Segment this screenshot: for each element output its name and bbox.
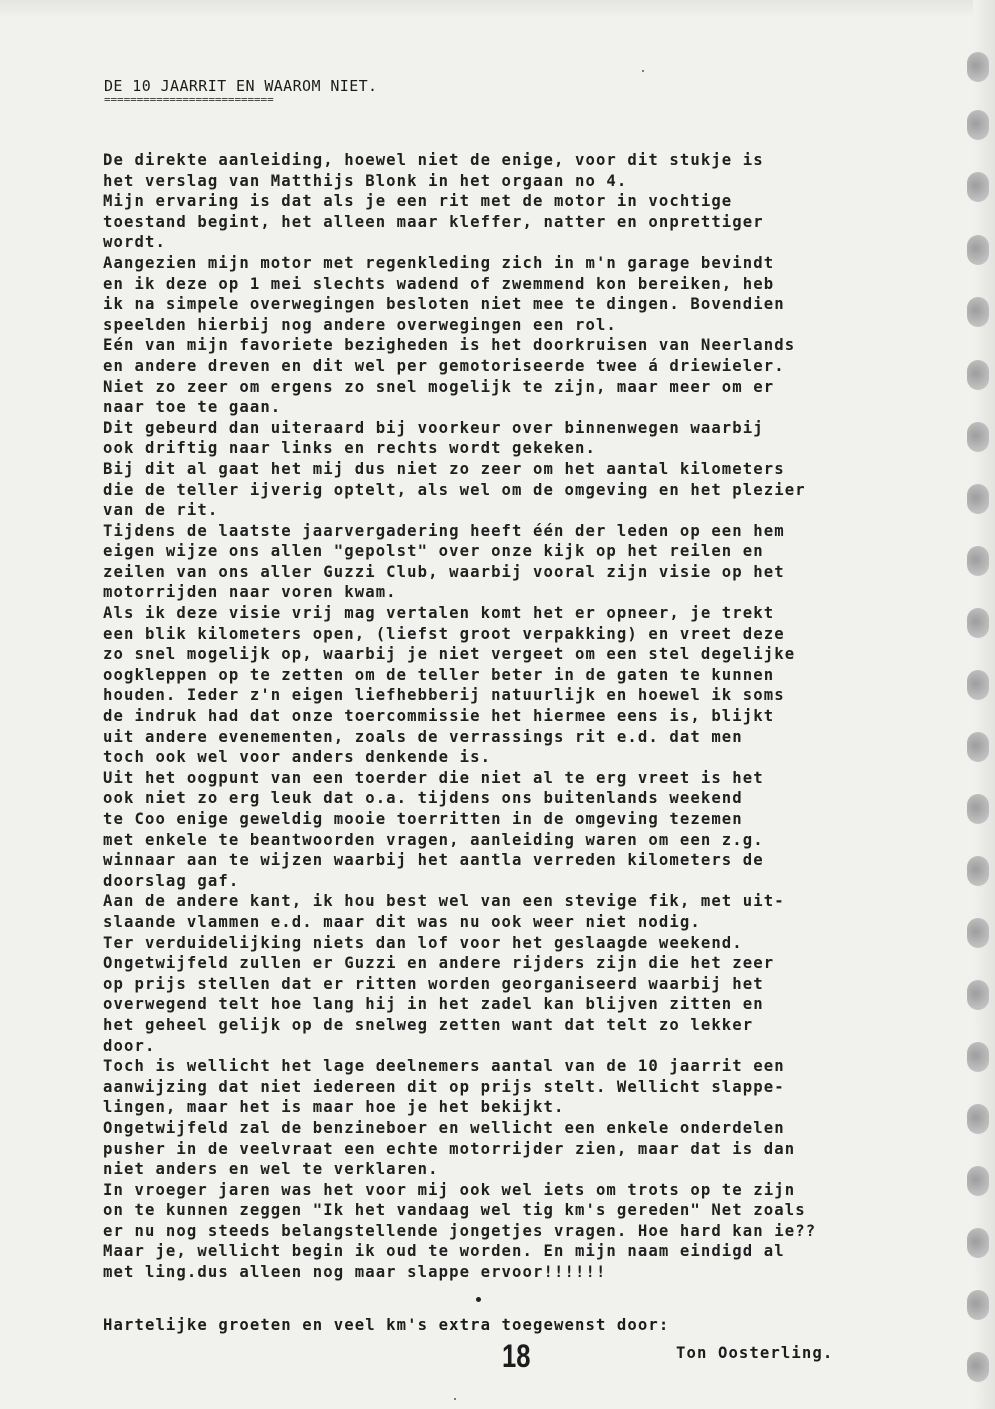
ink-dot xyxy=(476,1297,481,1302)
body-line: Ter verduidelijking niets dan lof voor het geslaagde weekend. xyxy=(103,933,743,952)
body-line: oogkleppen op te zetten om de teller beter in de gaten te kunnen xyxy=(103,665,775,684)
body-line: aanwijzing dat niet iedereen dit op prijs stelt. Wellicht slappe- xyxy=(103,1077,785,1096)
body-line: Niet zo zeer om ergens zo snel mogelijk te zijn, maar meer om er xyxy=(103,377,775,396)
body-line: slaande vlammen e.d. maar dit was nu ook weer niet nodig. xyxy=(103,912,701,931)
binder-hole xyxy=(967,918,989,948)
body-line: De direkte aanleiding, hoewel niet de enige, voor dit stukje is xyxy=(103,151,764,169)
binder-hole xyxy=(967,1290,989,1320)
binder-hole xyxy=(967,1228,989,1258)
body-line: In vroeger jaren was het voor mij ook wel iets om trots op te zijn xyxy=(103,1180,796,1199)
binder-hole xyxy=(967,52,989,82)
body-line: en andere dreven en dit wel per gemotoriseerde twee á driewieler. xyxy=(103,356,785,375)
binder-hole xyxy=(967,1166,989,1196)
body-line: door. xyxy=(103,1036,156,1055)
binder-hole xyxy=(967,1352,989,1382)
article-header xyxy=(104,77,378,105)
body-line: van de rit. xyxy=(103,501,219,520)
body-line: zeilen van ons aller Guzzi Club, waarbij vooral zijn visie op het xyxy=(103,562,785,581)
binder-hole xyxy=(967,670,989,700)
body-line: pusher in de veelvraat een echte motorrijder zien, maar dat is dan xyxy=(103,1139,796,1158)
body-line: Aangezien mijn motor met regenkleding zich in m'n garage bevindt xyxy=(103,253,775,272)
body-line: Dit gebeurd dan uiteraard bij voorkeur over binnenwegen waarbij xyxy=(103,418,764,437)
binder-hole xyxy=(967,608,989,638)
body-line: Tijdens de laatste jaarvergadering heeft één der leden op een hem xyxy=(103,521,785,540)
binder-hole xyxy=(967,546,989,576)
body-line: ook niet zo erg leuk dat o.a. tijdens ons buitenlands weekend xyxy=(103,789,743,808)
binder-hole xyxy=(967,1042,989,1072)
binder-hole xyxy=(967,422,989,452)
body-line: motorrijden naar voren kwam. xyxy=(103,583,397,602)
binder-hole xyxy=(967,484,989,514)
body-line: er nu nog steeds belangstellende jongetjes vragen. Hoe hard kan ie?? xyxy=(103,1221,817,1240)
body-line: Uit het oogpunt van een toerder die niet al te erg vreet is het xyxy=(103,768,764,787)
binder-hole xyxy=(967,732,989,762)
binder-hole xyxy=(967,110,989,140)
body-line: doorslag gaf. xyxy=(103,871,240,890)
body-line: overwegend telt hoe lang hij in het zadel kan blijven zitten en xyxy=(103,995,764,1014)
body-line: en ik deze op 1 mei slechts wadend of zwemmend kon bereiken, heb xyxy=(103,274,775,293)
body-line: het verslag van Matthijs Blonk in het orgaan no 4. xyxy=(103,171,628,190)
binder-hole xyxy=(967,980,989,1010)
body-line: on te kunnen zeggen "Ik het vandaag wel tig km's gereden" Net zoals xyxy=(103,1201,806,1220)
body-line: niet anders en wel te verklaren. xyxy=(103,1160,439,1179)
body-line: Bij dit al gaat het mij dus niet zo zeer om het aantal kilometers xyxy=(103,459,785,478)
body-line: naar toe te gaan. xyxy=(103,398,282,417)
body-line: Toch is wellicht het lage deelnemers aantal van de 10 jaarrit een xyxy=(103,1057,785,1076)
article-title: DE 10 JAARRIT EN WAAROM NIET. xyxy=(104,77,378,95)
body-line: houden. Ieder z'n eigen liefhebberij natuurlijk en hoewel ik soms xyxy=(103,686,785,705)
binder-hole xyxy=(967,360,989,390)
page-top-edge xyxy=(0,0,995,18)
ink-speck xyxy=(454,1398,456,1400)
body-line: ik na simpele overwegingen besloten niet mee te dingen. Bovendien xyxy=(103,295,785,314)
body-line: toch ook wel voor anders denkende is. xyxy=(103,748,492,767)
body-line: wordt. xyxy=(103,233,166,252)
ink-speck xyxy=(642,70,644,72)
body-line: speelden hierbij nog andere overwegingen een rol. xyxy=(103,315,617,334)
body-line: die de teller ijverig optelt, als wel om de omgeving en het plezier xyxy=(103,480,806,499)
body-line: toestand begint, het alleen maar kleffer, natter en onprettiger xyxy=(103,212,764,231)
article-body xyxy=(103,150,953,1283)
body-line: ook driftig naar links en rechts wordt gekeken. xyxy=(103,439,596,458)
page-number: 18 xyxy=(502,1338,531,1374)
binder-hole xyxy=(967,794,989,824)
body-line: Ongetwijfeld zullen er Guzzi en andere rijders zijn die het zeer xyxy=(103,954,775,973)
binder-hole xyxy=(967,297,989,327)
body-line: de indruk had dat onze toercommissie het hiermee eens is, blijkt xyxy=(103,707,775,726)
body-line: lingen, maar het is maar hoe je het bekijkt. xyxy=(103,1098,565,1117)
body-line: Ongetwijfeld zal de benzineboer en wellicht een enkele onderdelen xyxy=(103,1118,785,1137)
body-line: uit andere evenementen, zoals de verrassings rit e.d. dat men xyxy=(103,727,743,746)
body-line: zo snel mogelijk op, waarbij je niet vergeet om een stel degelijke xyxy=(103,645,796,664)
body-line: te Coo enige geweldig mooie toerritten in de omgeving tezemen xyxy=(103,810,743,828)
title-underline: ========================== xyxy=(104,93,274,106)
body-line: Maar je, wellicht begin ik oud te worden. En mijn naam eindigd al xyxy=(103,1242,785,1261)
binder-hole xyxy=(967,1104,989,1134)
binder-hole xyxy=(967,856,989,886)
body-line: het geheel gelijk op de snelweg zetten want dat telt zo lekker xyxy=(103,1015,754,1034)
closing-greeting: Hartelijke groeten en veel km's extra toegewenst door: xyxy=(103,1316,670,1334)
binder-hole xyxy=(967,172,989,202)
binder-holes xyxy=(967,52,991,1409)
body-line: een blik kilometers open, (liefst groot verpakking) en vreet deze xyxy=(103,624,785,643)
body-line: eigen wijze ons allen "gepolst" over onze kijk op het reilen en xyxy=(103,542,764,561)
body-line: Eén van mijn favoriete bezigheden is het doorkruisen van Neerlands xyxy=(103,336,796,355)
body-line: op prijs stellen dat er ritten worden georganiseerd waarbij het xyxy=(103,974,764,993)
body-line: Mijn ervaring is dat als je een rit met de motor in vochtige xyxy=(103,192,733,211)
body-line: Aan de andere kant, ik hou best wel van een stevige fik, met uit- xyxy=(103,892,785,911)
body-line: Als ik deze visie vrij mag vertalen komt het er opneer, je trekt xyxy=(103,604,775,623)
body-line: winnaar aan te wijzen waarbij het aantla verreden kilometers de xyxy=(103,851,764,870)
body-line: met ling.dus alleen nog maar slappe ervoor!!!!!! xyxy=(103,1263,607,1282)
body-line: met enkele te beantwoorden vragen, aanleiding waren om een z.g. xyxy=(103,830,764,849)
author-signature: Ton Oosterling. xyxy=(676,1344,834,1362)
binder-hole xyxy=(967,235,989,265)
